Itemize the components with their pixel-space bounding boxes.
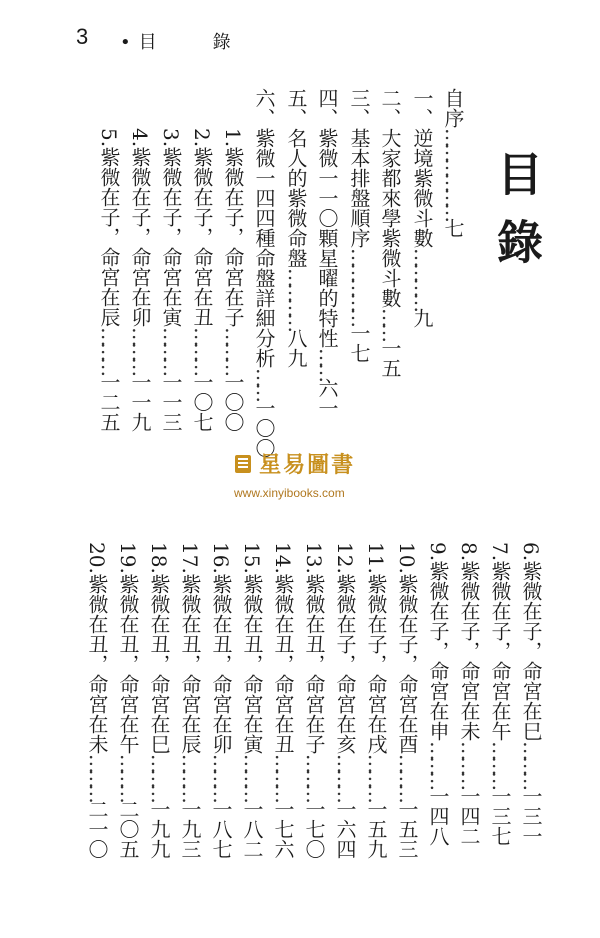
toc-leader: ……… bbox=[209, 753, 233, 799]
toc-leader: ……… bbox=[190, 327, 214, 373]
toc-entry-text: 紫微在丑，命宮在辰 bbox=[178, 573, 202, 754]
toc-section bbox=[440, 88, 466, 238]
page-number: 3 bbox=[76, 24, 89, 49]
toc-entry-text: 紫微在子，命宮在子 bbox=[221, 147, 245, 328]
toc-leader: ………… bbox=[410, 248, 434, 308]
toc-entry bbox=[456, 542, 482, 846]
toc-page: 一七六 bbox=[271, 798, 295, 859]
toc-leader: ……… bbox=[128, 327, 152, 373]
toc-page: 一一三 bbox=[159, 372, 183, 433]
toc-entry-text: 紫微在子，命宮在寅 bbox=[159, 147, 183, 328]
toc-entry-text: 紫微在子，命宮在辰 bbox=[97, 147, 121, 328]
toc-entry-number: 8. bbox=[457, 542, 481, 562]
toc-entry-number: 14. bbox=[271, 542, 295, 574]
book-logo-icon bbox=[232, 453, 254, 475]
toc-entry-number: 20. bbox=[85, 542, 109, 574]
page-title: 目錄 bbox=[490, 150, 544, 286]
toc-leader: ……… bbox=[85, 753, 109, 799]
toc-entry-text: 紫微在丑，命宮在午 bbox=[116, 573, 140, 754]
toc-page: 一八七 bbox=[209, 798, 233, 859]
toc-entry bbox=[487, 542, 513, 846]
toc-page: 一九九 bbox=[147, 798, 171, 859]
toc-entry-number: 10. bbox=[395, 542, 419, 574]
toc-entry-number: 4. bbox=[128, 128, 152, 148]
toc-page: 一三七 bbox=[488, 786, 512, 847]
toc-entry-number: 13. bbox=[302, 542, 326, 574]
toc-entry-number: 6. bbox=[519, 542, 543, 562]
toc-entry bbox=[189, 128, 215, 432]
toc-leader: ……………… bbox=[441, 128, 465, 218]
toc-page: 一四二 bbox=[457, 786, 481, 847]
toc-entry bbox=[332, 542, 358, 859]
toc-leader: ……… bbox=[221, 327, 245, 373]
toc-entry-number: 9. bbox=[426, 542, 450, 562]
toc-leader: ……… bbox=[364, 753, 388, 799]
toc-page: 一五九 bbox=[364, 798, 388, 859]
toc-entry bbox=[127, 128, 153, 432]
toc-leader: ……… bbox=[395, 753, 419, 799]
toc-entry-number: 15. bbox=[240, 542, 264, 574]
toc-entry bbox=[96, 128, 122, 432]
toc-section-label: 一、逆境紫微斗數 bbox=[410, 88, 434, 248]
toc-entry bbox=[301, 542, 327, 859]
toc-entry bbox=[518, 542, 544, 846]
running-header bbox=[120, 28, 233, 54]
toc-entry-number: 7. bbox=[488, 542, 512, 562]
toc-page: 一〇〇 bbox=[221, 372, 245, 433]
toc-section bbox=[409, 88, 435, 328]
toc-leader: ……… bbox=[271, 753, 295, 799]
watermark-title: 星易圖書 bbox=[259, 452, 356, 478]
toc-entry-number: 16. bbox=[209, 542, 233, 574]
toc-entry bbox=[115, 542, 141, 859]
toc-leader: ……… bbox=[159, 327, 183, 373]
toc-entry-number: 12. bbox=[333, 542, 357, 574]
toc-page: 一七 bbox=[347, 323, 371, 363]
toc-entry-text: 紫微在子，命宮在未 bbox=[457, 561, 481, 742]
toc-section-label: 四、紫微一一〇顆星曜的特性 bbox=[315, 88, 339, 348]
toc-entry bbox=[270, 542, 296, 859]
toc-entry bbox=[158, 128, 184, 432]
header-left-char: 目 bbox=[138, 32, 159, 53]
toc-entry bbox=[208, 542, 234, 859]
toc-page: 六一 bbox=[315, 378, 339, 418]
toc-page: 一一九 bbox=[128, 372, 152, 433]
toc-leader: ……… bbox=[333, 753, 357, 799]
toc-entry-number: 11. bbox=[364, 542, 388, 574]
toc-entry bbox=[220, 128, 246, 432]
toc-leader: ……… bbox=[302, 753, 326, 799]
toc-leader: ……… bbox=[426, 741, 450, 787]
header-right-char: 錄 bbox=[212, 32, 233, 53]
toc-section-label: 二、大家都來學紫微斗數 bbox=[378, 88, 402, 308]
toc-page: 一八二 bbox=[240, 798, 264, 859]
header-bullet: • bbox=[120, 32, 133, 53]
toc-page: 一六四 bbox=[333, 798, 357, 859]
toc-leader: ……… bbox=[488, 741, 512, 787]
toc-entry bbox=[177, 542, 203, 859]
toc-entry-text: 紫微在子，命宮在卯 bbox=[128, 147, 152, 328]
toc-entry-text: 紫微在丑，命宮在卯 bbox=[209, 573, 233, 754]
toc-entry-text: 紫微在子，命宮在丑 bbox=[190, 147, 214, 328]
toc-entry-text: 紫微在丑，命宮在巳 bbox=[147, 573, 171, 754]
toc-entry-text: 紫微在子，命宮在申 bbox=[426, 561, 450, 742]
watermark bbox=[232, 448, 355, 479]
toc-page: 一九三 bbox=[178, 798, 202, 859]
toc-entry-text: 紫微在子，命宮在酉 bbox=[395, 573, 419, 754]
toc-leader: ……… bbox=[97, 327, 121, 373]
toc-page: 一二五 bbox=[97, 372, 121, 433]
toc-section bbox=[314, 88, 340, 418]
toc-entry-text: 紫微在丑，命宮在寅 bbox=[240, 573, 264, 754]
toc-page: 九 bbox=[410, 308, 434, 328]
toc-entry-number: 5. bbox=[97, 128, 121, 148]
toc-page: 一五三 bbox=[395, 798, 419, 859]
toc-leader: …… bbox=[252, 368, 276, 398]
toc-section bbox=[251, 88, 277, 458]
toc-page: 一〇七 bbox=[190, 372, 214, 433]
toc-section bbox=[377, 88, 403, 378]
toc-leader: ……… bbox=[178, 753, 202, 799]
toc-entry-number: 1. bbox=[221, 128, 245, 148]
toc-page: 一七〇 bbox=[302, 798, 326, 859]
toc-entry-text: 紫微在丑，命宮在子 bbox=[302, 573, 326, 754]
toc-entry bbox=[84, 542, 110, 859]
toc-page: 一五 bbox=[378, 338, 402, 378]
toc-page: 一四八 bbox=[426, 786, 450, 847]
toc-leader: ………… bbox=[284, 268, 308, 328]
toc-entry bbox=[394, 542, 420, 859]
toc-leader: …………… bbox=[347, 248, 371, 323]
toc-section-label: 六、紫微一四四種命盤詳細分析 bbox=[252, 88, 276, 368]
toc-page: 二一〇 bbox=[85, 798, 109, 859]
toc-section bbox=[283, 88, 309, 368]
toc-entry bbox=[239, 542, 265, 859]
toc-entry-text: 紫微在丑，命宮在未 bbox=[85, 573, 109, 754]
toc-section-label: 五、名人的紫微命盤 bbox=[284, 88, 308, 268]
toc-entry-number: 17. bbox=[178, 542, 202, 574]
toc-leader: ……… bbox=[240, 753, 264, 799]
toc-section-label: 三、基本排盤順序 bbox=[347, 88, 371, 248]
toc-entry-number: 19. bbox=[116, 542, 140, 574]
toc-page: 七 bbox=[441, 218, 465, 238]
toc-entry bbox=[363, 542, 389, 859]
toc-page: 二〇五 bbox=[116, 798, 140, 859]
toc-entry-text: 紫微在子，命宮在午 bbox=[488, 561, 512, 742]
toc-entry-number: 2. bbox=[190, 128, 214, 148]
toc-page: 一三一 bbox=[519, 786, 543, 847]
toc-entry-text: 紫微在子，命宮在亥 bbox=[333, 573, 357, 754]
toc-entry-text: 紫微在子，命宮在戌 bbox=[364, 573, 388, 754]
toc-leader: ……… bbox=[457, 741, 481, 787]
toc-leader: …… bbox=[378, 308, 402, 338]
toc-page: 一〇〇 bbox=[252, 398, 276, 458]
toc-leader: ……… bbox=[519, 741, 543, 787]
toc-leader: ……… bbox=[116, 753, 140, 799]
watermark-url: www.xinyibooks.com bbox=[234, 486, 345, 500]
toc-entry bbox=[425, 542, 451, 846]
toc-section-label: 自序 bbox=[441, 88, 465, 128]
toc-entry bbox=[146, 542, 172, 859]
toc-entry-number: 3. bbox=[159, 128, 183, 148]
toc-leader: ……… bbox=[147, 753, 171, 799]
toc-entry-number: 18. bbox=[147, 542, 171, 574]
toc-leader: …… bbox=[315, 348, 339, 378]
toc-entry-text: 紫微在子，命宮在巳 bbox=[519, 561, 543, 742]
toc-section bbox=[346, 88, 372, 363]
toc-entry-text: 紫微在丑，命宮在丑 bbox=[271, 573, 295, 754]
toc-page: 八九 bbox=[284, 328, 308, 368]
